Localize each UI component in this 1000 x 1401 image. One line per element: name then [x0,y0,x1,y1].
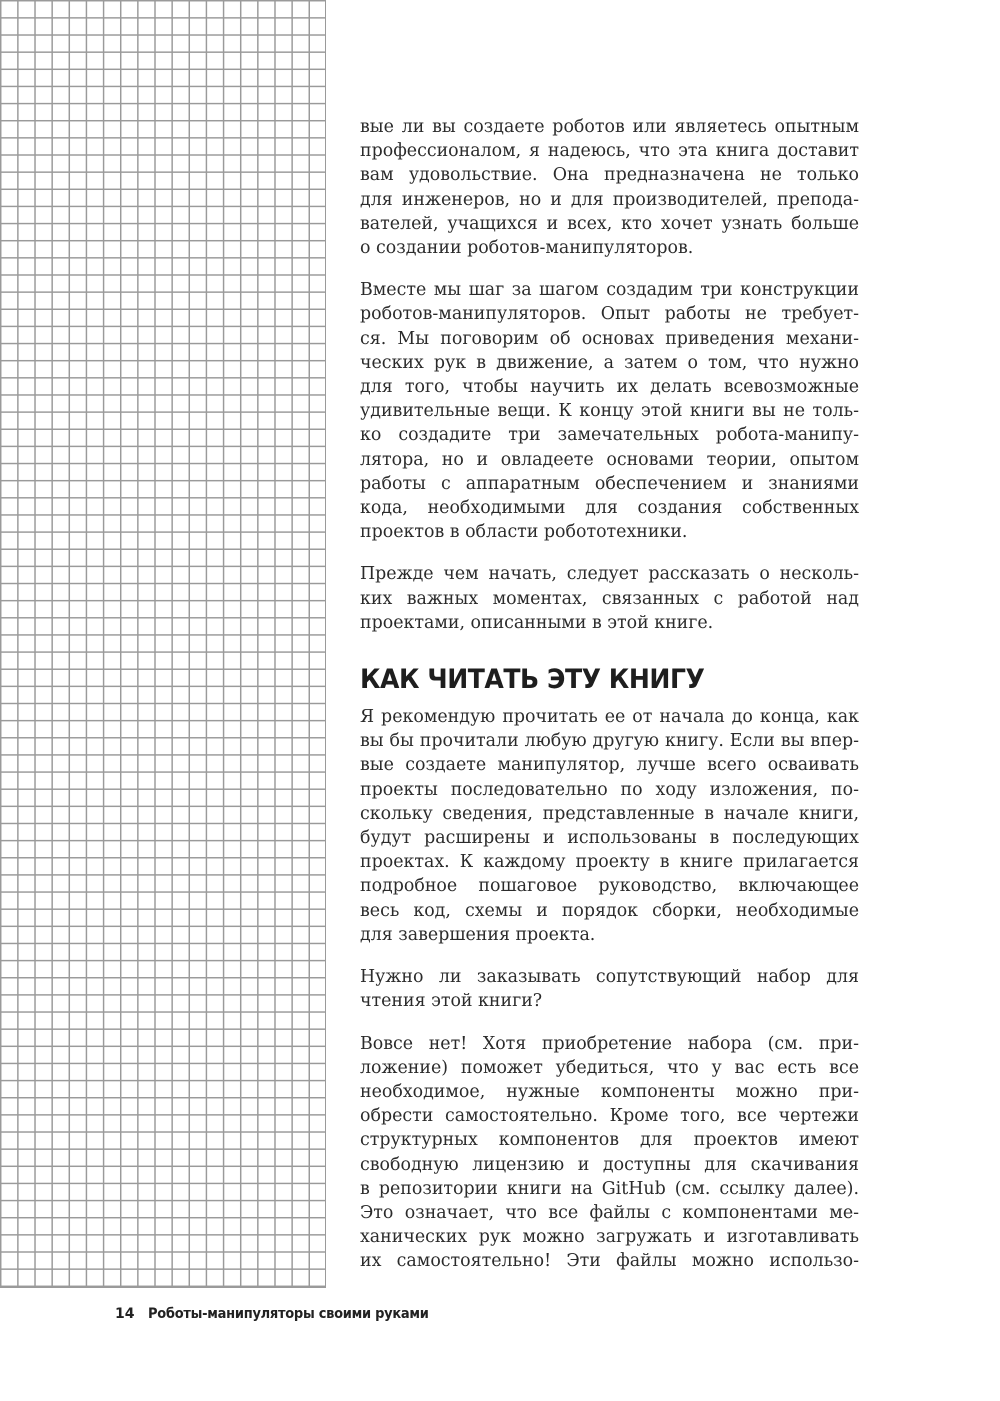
text-line: лятора, но и овладеете основами теории, опытом [360,449,859,470]
text-line: о создании роботов-манипуляторов. [360,238,694,259]
text-line: вам удовольствие. Она предназначена не только [360,165,859,186]
text-line: будут расширены и использованы в последующих [360,828,859,849]
text-line: роботов-манипуляторов. Опыт работы не требует- [360,304,859,325]
paragraph [360,562,859,635]
text-line: вые создаете манипулятор, лучше всего осваивать [360,755,859,776]
text-line: вые ли вы создаете роботов или являетесь опытным [360,117,859,137]
text-line: проекты последовательно по ходу изложения, по- [360,779,859,800]
text-line: для инженеров, но и для производителей, препода- [360,189,859,210]
text-line: ся. Мы поговорим об основах приведения механи- [360,328,859,349]
text-line: проектами, описанными в этой книге. [360,612,714,633]
page-body [360,115,859,1292]
text-line: проектов в области робототехники. [360,522,688,543]
text-line: кода, необходимыми для создания собственных [360,498,859,519]
paragraph [360,278,859,544]
text-line: Прежде чем начать, следует рассказать о несколь- [360,564,859,585]
text-line: для того, чтобы научить их делать всевозможные [360,377,859,398]
text-line: необходимое, нужные компоненты можно при- [360,1081,859,1102]
paragraph [360,705,859,947]
text-line: ческих рук в движение, а затем о том, что нужно [360,352,859,373]
paragraph [360,1032,859,1274]
text-line: Это означает, что все файлы с компонентами ме- [360,1202,859,1223]
text-line: ко создадите три замечательных робота-манипу- [360,425,859,446]
section-heading: КАК ЧИТАТЬ ЭТУ КНИГУ [360,664,705,696]
text-line: весь код, схемы и порядок сборки, необходимые [360,900,859,921]
paragraph [360,965,859,1013]
paragraph [360,115,859,260]
intro-paragraphs [360,115,859,635]
text-line: Нужно ли заказывать сопутствующий набор для [360,967,859,988]
page-number: 14 [115,1306,135,1322]
text-line: Вместе мы шаг за шагом создадим три конструкции [360,280,859,301]
text-line: Вовсе нет! Хотя приобретение набора (см. при- [360,1033,859,1054]
text-line: Я рекомендую прочитать ее от начала до конца, как [360,707,859,728]
section-paragraphs [360,705,859,1273]
text-line: скольку сведения, представленные в начале книги, [360,803,859,824]
text-line: работы с аппаратным обеспечением и знаниями [360,473,859,494]
text-line: в репозитории книги на GitHub (см. ссылку далее). [360,1178,859,1199]
running-title: Роботы-манипуляторы своими руками [148,1306,429,1322]
text-line: структурных компонентов для проектов имеют [360,1130,859,1151]
page-footer [115,1306,450,1322]
text-line: обрести самостоятельно. Кроме того, все чертежи [360,1106,859,1127]
text-line: подробное пошаговое руководство, включающее [360,876,859,897]
text-line: ложение) поможет убедиться, что у вас есть все [360,1057,859,1078]
text-line: свободную лицензию и доступны для скачивания [360,1154,859,1175]
text-line: удивительные вещи. К концу этой книги вы не толь- [360,401,859,422]
text-line: вы бы прочитали любую другую книгу. Если вы впер- [360,731,859,752]
graph-paper-margin [0,0,326,1288]
text-line: профессионалом, я надеюсь, что эта книга доставит [360,141,859,162]
text-line: для завершения проекта. [360,924,596,945]
text-line: вателей, учащихся и всех, кто хочет узнать больше [360,213,859,234]
text-line: их самостоятельно! Эти файлы можно использо- [360,1251,859,1272]
text-line: чтения этой книги? [360,991,543,1012]
text-line: проектах. К каждому проекту в книге прилагается [360,852,859,873]
text-line: ких важных моментах, связанных с работой над [360,588,859,609]
text-line: ханических рук можно загружать и изготавливать [360,1227,859,1248]
